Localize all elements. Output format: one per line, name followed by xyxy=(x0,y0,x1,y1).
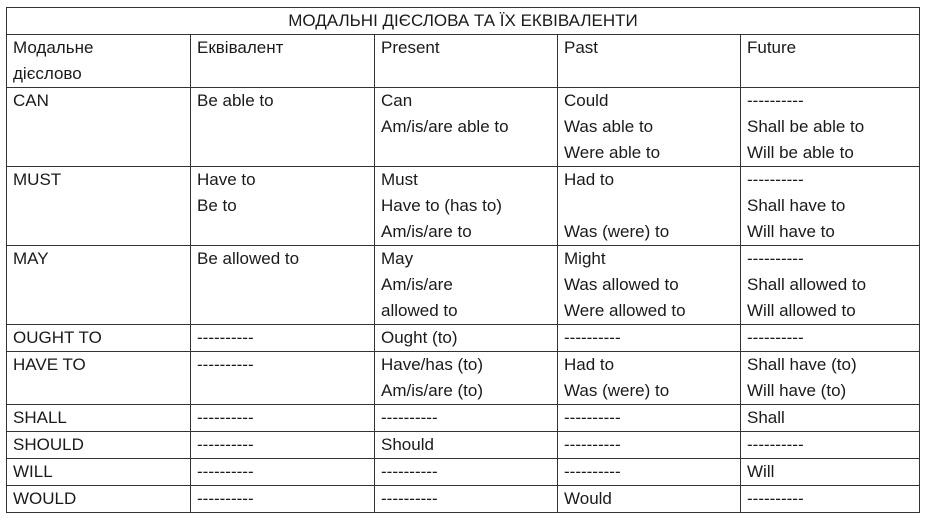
cell-line: ---------- xyxy=(564,462,621,481)
cell-present xyxy=(375,432,558,459)
cell-line xyxy=(13,193,184,219)
header-row xyxy=(7,35,920,88)
cell-modal-verb xyxy=(7,325,191,352)
cell-line: ---------- xyxy=(747,328,804,347)
cell-line xyxy=(197,298,368,324)
cell-line: ---------- xyxy=(564,328,621,347)
cell-line: Will be able to xyxy=(747,143,854,162)
cell-past xyxy=(558,325,741,352)
cell-past xyxy=(558,246,741,325)
cell-line: Future xyxy=(747,38,797,57)
cell-line xyxy=(197,140,368,166)
cell-line: ---------- xyxy=(197,408,254,427)
cell-equivalent xyxy=(191,432,375,459)
cell-equivalent xyxy=(191,246,375,325)
cell-line: WILL xyxy=(13,462,53,481)
cell-line: allowed to xyxy=(381,301,458,320)
cell-line: Am/is/are to xyxy=(381,222,472,241)
cell-line xyxy=(197,272,368,298)
cell-line: MAY xyxy=(13,249,49,268)
cell-modal-verb xyxy=(7,246,191,325)
cell-line: Be able to xyxy=(197,91,274,110)
cell-line xyxy=(13,378,184,404)
cell-past xyxy=(558,486,741,513)
cell-present xyxy=(375,352,558,405)
cell-line: ---------- xyxy=(381,489,438,508)
cell-line: Might xyxy=(564,249,606,268)
cell-line: Will allowed to xyxy=(747,301,856,320)
header-past xyxy=(558,35,741,88)
cell-line xyxy=(381,140,551,166)
cell-line: ---------- xyxy=(747,249,804,268)
cell-line xyxy=(197,378,368,404)
cell-line: ---------- xyxy=(381,408,438,427)
cell-line xyxy=(197,114,368,140)
table-row xyxy=(7,459,920,486)
cell-past xyxy=(558,405,741,432)
cell-line: Shall have to xyxy=(747,196,846,215)
cell-line: Was able to xyxy=(564,117,654,136)
cell-line: Could xyxy=(564,91,609,110)
cell-line: Am/is/are (to) xyxy=(381,381,484,400)
cell-modal-verb xyxy=(7,432,191,459)
cell-future xyxy=(741,246,920,325)
cell-modal-verb xyxy=(7,459,191,486)
cell-past xyxy=(558,352,741,405)
cell-line xyxy=(13,114,184,140)
cell-line: Would xyxy=(564,489,612,508)
cell-line: ---------- xyxy=(747,170,804,189)
cell-line: OUGHT TO xyxy=(13,328,102,347)
cell-line: Am/is/are able to xyxy=(381,117,509,136)
cell-equivalent xyxy=(191,486,375,513)
cell-line: Will have (to) xyxy=(747,381,847,400)
cell-equivalent xyxy=(191,88,375,167)
table-row xyxy=(7,88,920,167)
cell-equivalent xyxy=(191,405,375,432)
cell-line: ---------- xyxy=(197,328,254,347)
cell-line: Be to xyxy=(197,196,237,215)
cell-line: Present xyxy=(381,38,440,57)
cell-present xyxy=(375,88,558,167)
table-row xyxy=(7,432,920,459)
cell-line: ---------- xyxy=(197,462,254,481)
cell-line: WOULD xyxy=(13,489,77,508)
cell-line: May xyxy=(381,249,414,268)
cell-line: ---------- xyxy=(197,435,254,454)
cell-line: ---------- xyxy=(381,462,438,481)
cell-line: SHOULD xyxy=(13,435,84,454)
cell-future xyxy=(741,88,920,167)
cell-line: ---------- xyxy=(747,489,804,508)
table-row xyxy=(7,246,920,325)
cell-past xyxy=(558,459,741,486)
table-row xyxy=(7,405,920,432)
cell-line: Be allowed to xyxy=(197,249,300,268)
cell-line: ---------- xyxy=(747,91,804,110)
cell-present xyxy=(375,486,558,513)
cell-future xyxy=(741,432,920,459)
cell-line: Had to xyxy=(564,355,615,374)
cell-line: Am/is/are xyxy=(381,275,453,294)
cell-present xyxy=(375,405,558,432)
cell-line xyxy=(564,193,734,219)
cell-line: ---------- xyxy=(197,489,254,508)
cell-line: Shall be able to xyxy=(747,117,865,136)
cell-future xyxy=(741,405,920,432)
cell-line: Was (were) to xyxy=(564,381,670,400)
cell-equivalent xyxy=(191,352,375,405)
cell-line: Should xyxy=(381,435,434,454)
cell-line: ---------- xyxy=(564,408,621,427)
header-future xyxy=(741,35,920,88)
cell-future xyxy=(741,352,920,405)
cell-line: Past xyxy=(564,38,599,57)
cell-line xyxy=(13,298,184,324)
table-row xyxy=(7,352,920,405)
cell-present xyxy=(375,246,558,325)
cell-line: Was allowed to xyxy=(564,275,679,294)
cell-past xyxy=(558,432,741,459)
cell-line: Were able to xyxy=(564,143,661,162)
cell-line: Had to xyxy=(564,170,615,189)
table-row xyxy=(7,167,920,246)
cell-line: Can xyxy=(381,91,413,110)
cell-line: Were allowed to xyxy=(564,301,686,320)
cell-line: Was (were) to xyxy=(564,222,670,241)
cell-future xyxy=(741,459,920,486)
cell-line: Ought (to) xyxy=(381,328,458,347)
modal-verbs-table xyxy=(6,7,920,513)
cell-modal-verb xyxy=(7,88,191,167)
cell-modal-verb xyxy=(7,352,191,405)
cell-line: ---------- xyxy=(747,435,804,454)
cell-past xyxy=(558,88,741,167)
cell-line xyxy=(13,140,184,166)
cell-line: Shall allowed to xyxy=(747,275,867,294)
table-row xyxy=(7,486,920,513)
cell-line: HAVE TO xyxy=(13,355,86,374)
cell-line: ---------- xyxy=(197,355,254,374)
cell-past xyxy=(558,167,741,246)
cell-line xyxy=(13,219,184,245)
cell-present xyxy=(375,167,558,246)
cell-line: Have/has (to) xyxy=(381,355,484,374)
cell-line xyxy=(13,272,184,298)
cell-equivalent xyxy=(191,325,375,352)
cell-line: Have to xyxy=(197,170,256,189)
cell-future xyxy=(741,486,920,513)
cell-present xyxy=(375,325,558,352)
cell-future xyxy=(741,167,920,246)
cell-line: Have to (has to) xyxy=(381,196,502,215)
cell-line: Модальне xyxy=(13,38,94,57)
cell-line: Еквівалент xyxy=(197,38,284,57)
cell-modal-verb xyxy=(7,167,191,246)
cell-line: Will xyxy=(747,462,775,481)
table-row xyxy=(7,325,920,352)
cell-future xyxy=(741,325,920,352)
cell-modal-verb xyxy=(7,405,191,432)
cell-line: Must xyxy=(381,170,418,189)
cell-line: SHALL xyxy=(13,408,67,427)
cell-line: Shall have (to) xyxy=(747,355,857,374)
cell-line: дієслово xyxy=(13,64,82,83)
cell-line: Will have to xyxy=(747,222,835,241)
cell-line xyxy=(197,219,368,245)
table-title: МОДАЛЬНІ ДІЄСЛОВА ТА ЇХ ЕКВІВАЛЕНТИ xyxy=(7,8,920,35)
cell-line: ---------- xyxy=(564,435,621,454)
cell-present xyxy=(375,459,558,486)
cell-line: Shall xyxy=(747,408,785,427)
cell-equivalent xyxy=(191,167,375,246)
cell-equivalent xyxy=(191,459,375,486)
header-modal-verb xyxy=(7,35,191,88)
header-present xyxy=(375,35,558,88)
cell-line: MUST xyxy=(13,170,62,189)
header-equivalent xyxy=(191,35,375,88)
cell-line: CAN xyxy=(13,91,49,110)
title-row xyxy=(7,8,920,35)
cell-modal-verb xyxy=(7,486,191,513)
